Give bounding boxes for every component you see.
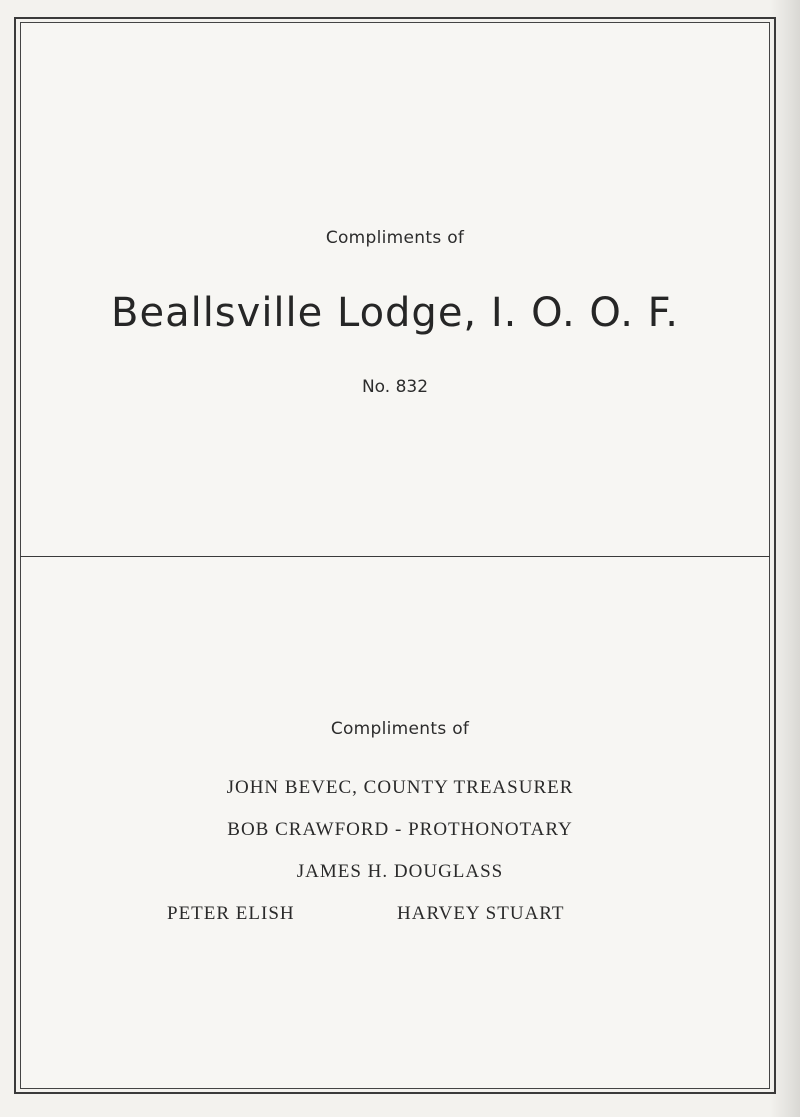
- name-line-treasurer: JOHN BEVEC, COUNTY TREASURER: [226, 777, 574, 798]
- lodge-number-text: No. 832: [361, 377, 429, 397]
- name-line-prothonotary: BOB CRAWFORD - PROTHONOTARY: [227, 819, 573, 840]
- name-elish: PETER ELISH: [167, 903, 295, 924]
- lodge-name-heading: Beallsville Lodge, I. O. O. F.: [111, 290, 679, 336]
- top-compliments-text: Compliments of: [325, 228, 465, 248]
- name-stuart: HARVEY STUART: [397, 903, 565, 924]
- bottom-compliments-text: Compliments of: [330, 719, 470, 739]
- name-line-douglass: JAMES H. DOUGLASS: [296, 861, 504, 882]
